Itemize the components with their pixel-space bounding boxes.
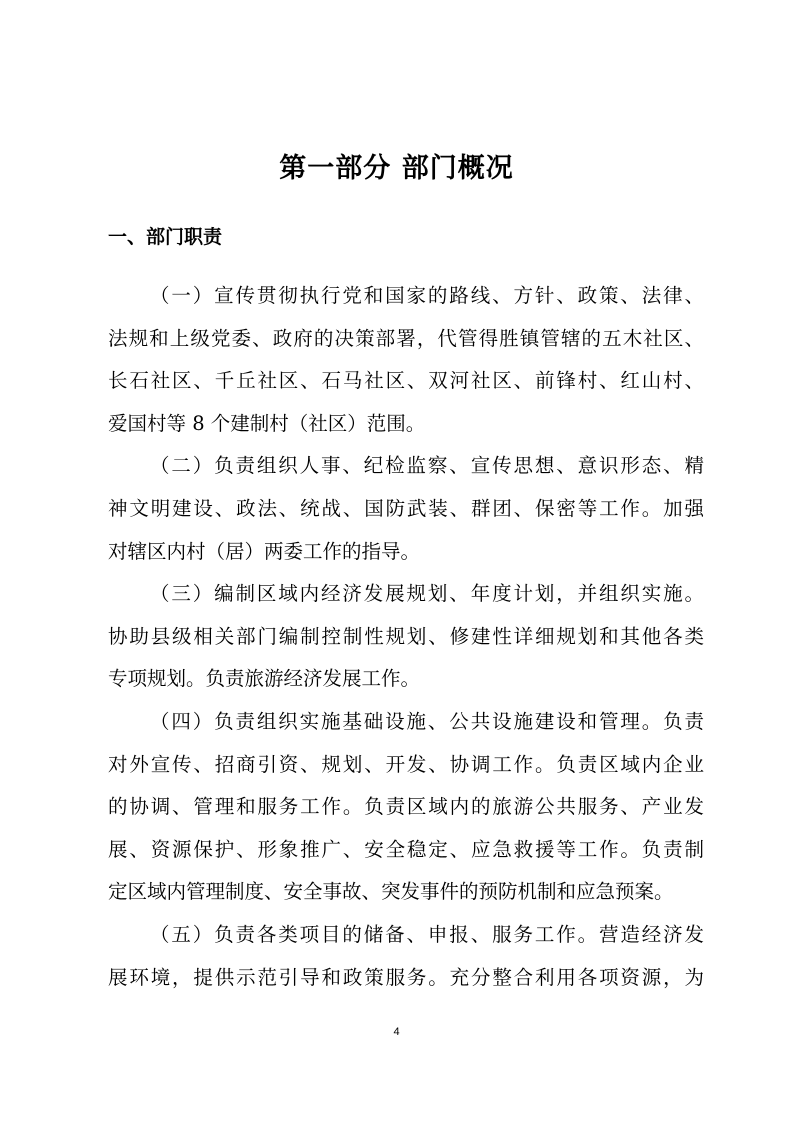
paragraph-line: 爱国村等 8 个建制村（社区）范围。 [108,411,426,435]
document-body [108,280,704,1004]
paragraph-line: 定区域内管理制度、安全事故、突发事件的预防机制和应急预案。 [108,880,674,904]
paragraph [108,450,704,578]
paragraph-line: 专项规划。负责旅游经济发展工作。 [108,667,421,691]
paragraph-line: 协助县级相关部门编制控制性规划、修建性详细规划和其他各类 [108,624,704,648]
paragraph-line: 长石社区、千丘社区、石马社区、双河社区、前锋村、红山村、 [108,369,704,393]
paragraph-line: （一）宣传贯彻执行党和国家的路线、方针、政策、法律、 [150,284,704,307]
paragraph [108,706,704,919]
paragraph-line: 神文明建设、政法、统战、国防武装、群团、保密等工作。加强 [108,496,704,520]
page-title: 第一部分 部门概况 [279,153,514,184]
paragraph-line: 的协调、管理和服务工作。负责区域内的旅游公共服务、产业发 [108,795,704,819]
paragraph-line: （二）负责组织人事、纪检监察、宣传思想、意识形态、精 [150,454,704,478]
paragraph-line: 法规和上级党委、政府的决策部署，代管得胜镇管辖的五木社区、 [108,326,704,350]
paragraph-line: 对辖区内村（居）两委工作的指导。 [108,539,421,563]
paragraph-line: 展、资源保护、形象推广、安全稳定、应急救援等工作。负责制 [108,837,704,861]
paragraph-line: （四）负责组织实施基础设施、公共设施建设和管理。负责 [150,709,704,733]
paragraph-line: （五）负责各类项目的储备、申报、服务工作。营造经济发 [150,922,704,946]
paragraph [108,578,704,706]
paragraph-line: 展环境，提供示范引导和政策服务。充分整合利用各项资源，为 [108,965,704,989]
paragraph-line: （三）编制区域内经济发展规划、年度计划，并组织实施。 [150,582,704,606]
paragraph [108,280,704,450]
paragraph [108,919,704,1004]
section-heading: 一、部门职责 [108,226,223,248]
paragraph-line: 对外宣传、招商引资、规划、开发、协调工作。负责区域内企业 [108,752,704,776]
page-number: 4 [393,1026,400,1038]
